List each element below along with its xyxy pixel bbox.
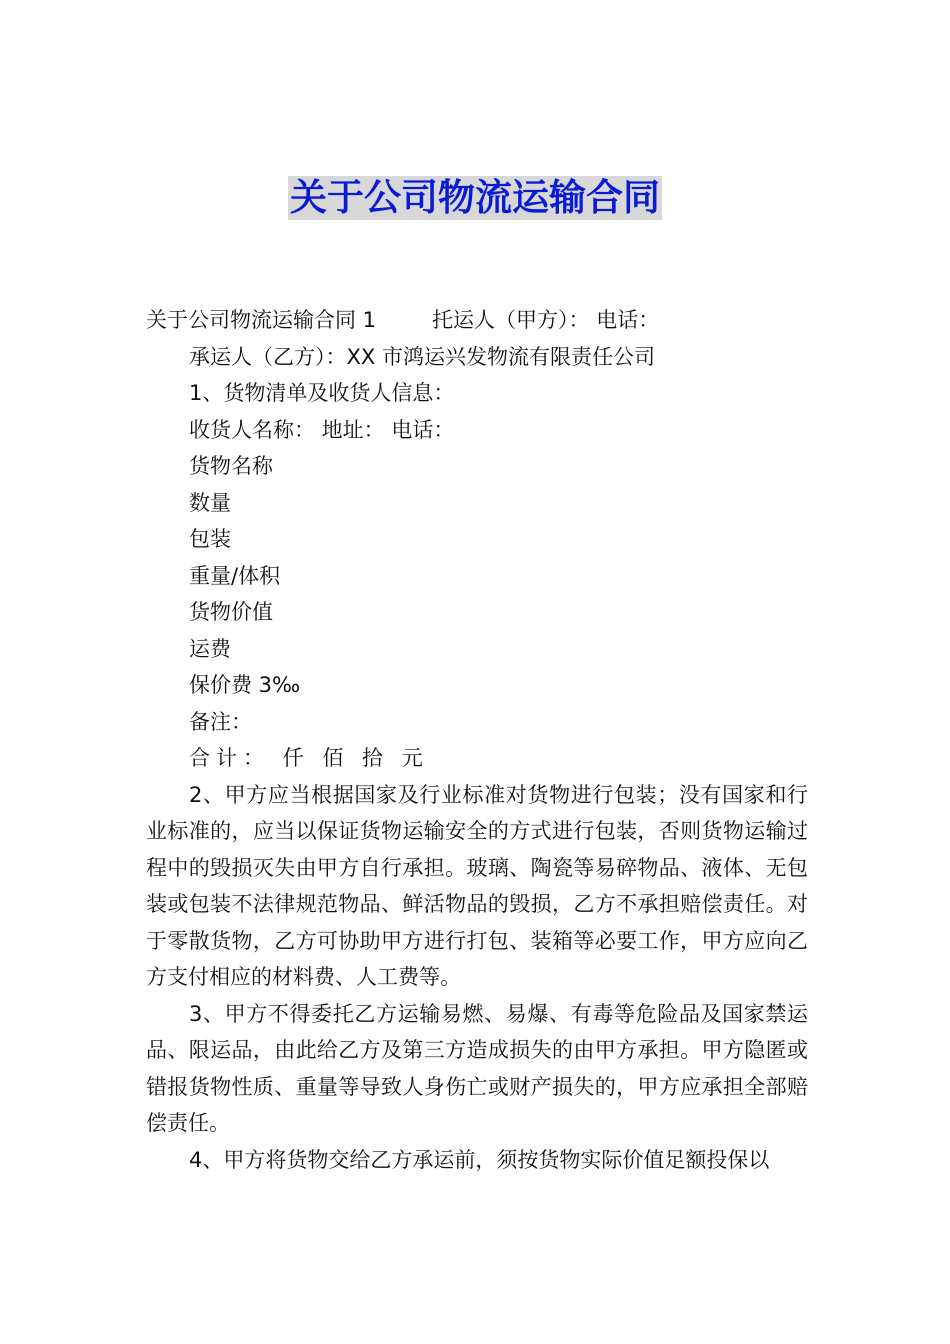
list-item: 货物价值 <box>189 600 273 624</box>
document-title: 关于公司物流运输合同 <box>290 176 660 219</box>
header-line-right: 托运人（甲方）： 电话： <box>432 308 660 332</box>
carrier-line: 承运人（乙方）：XX 市鸿运兴发物流有限责任公司 <box>189 344 655 369</box>
list-item: 运费 <box>189 636 231 661</box>
list-item: 重量/体积 <box>189 563 281 588</box>
paragraph-2: 2、甲方应当根据国家及行业标准对货物进行包装；没有国家和行业标准的，应当以保证货物运输安全的方式进行包装，否则货物运输过程中的毁损灭失由甲方自行承担。玻璃、陶瓷等易碎物品、液体、无包装或包装不法律规范物品、鲜活物品的毁损，乙方不承担赔偿责任。对于零散货物，乙方可协助甲方进行打包、装箱等必要工作，甲方应向乙方支付相应的材料费、人工费等。 <box>146 782 808 989</box>
header-line-left: 关于公司物流运输合同 1 <box>146 308 377 332</box>
list-item: 数量 <box>189 490 231 515</box>
list-item: 货物名称 <box>189 454 273 478</box>
list-item: 备注： <box>189 709 252 734</box>
total-line: 合计： 仟 佰 拾 元 <box>189 746 429 770</box>
paragraph-3: 3、甲方不得委托乙方运输易燃、易爆、有毒等危险品及国家禁运品、限运品，由此给乙方及第三方造成损失的由甲方承担。甲方隐匿或错报货物性质、重量等导致人身伤亡或财产损失的，甲方应承担全部赔偿责任。 <box>146 1001 808 1135</box>
paragraph-4: 4、甲方将货物交给乙方承运前，须按货物实际价值足额投保以 <box>189 1147 770 1172</box>
list-item: 保价费 3‰ <box>189 673 301 697</box>
title-container <box>0 176 950 220</box>
list-item: 包装 <box>189 527 231 551</box>
document-body <box>146 302 808 1178</box>
section1-title: 1、货物清单及收货人信息： <box>189 381 455 405</box>
header-line <box>146 302 808 339</box>
consignee-fields: 收货人名称： 地址： 电话： <box>189 417 455 442</box>
